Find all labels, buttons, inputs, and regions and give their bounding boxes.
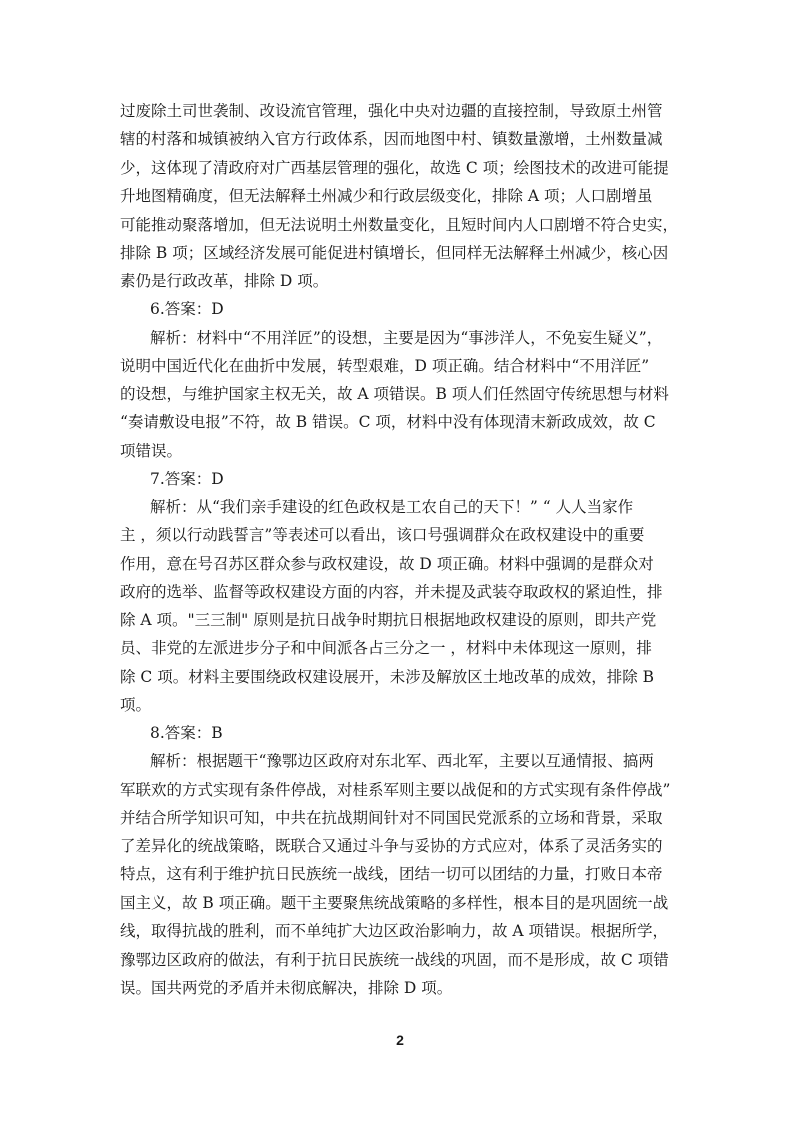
analysis-line: 项错误。 <box>120 441 183 460</box>
text-line: 少，这体现了清政府对广西基层管理的强化，故选 C 项；绘图技术的改进可能提 <box>120 158 669 177</box>
analysis-line: 解析：从“我们亲手建设的红色政权是工农自己的天下！” “ 人人当家作 <box>150 497 634 516</box>
analysis-line: 员、非党的左派进步分子和中间派各占三分之一 ，材料中未体现这一原则，排 <box>120 639 652 658</box>
page-number: 2 <box>396 1032 404 1048</box>
analysis-line: 的设想，与维护国家主权无关，故 A 项错误。B 项人们任然固守传统思想与材料 <box>120 384 669 403</box>
text-line: 排除 B 项；区域经济发展可能促进村镇增长，但同样无法解释土州减少，核心因 <box>120 243 669 262</box>
analysis-line: 了差异化的统战策略，既联合又通过斗争与妥协的方式应对，体系了灵活务实的 <box>120 837 663 856</box>
analysis-line: 误。国共两党的矛盾并未彻底解决，排除 D 项。 <box>120 978 453 997</box>
analysis-line: 特点，这有利于维护抗日民族统一战线，团结一切可以团结的力量，打败日本帝 <box>120 865 663 884</box>
analysis-line: 解析：根据题干“豫鄂边区政府对东北军、西北军，主要以互通情报、搞两 <box>150 752 654 771</box>
text-line: 可能推动聚落增加，但无法说明土州数量变化，且短时间内人口剧增不符合史实， <box>120 215 679 234</box>
analysis-line: 项。 <box>120 696 152 715</box>
analysis-line: 政府的选举、监督等政权建设方面的内容，并未提及武装夺取政权的紧迫性，排 <box>120 582 663 601</box>
text-line: 过废除土司世袭制、改设流官管理，强化中央对边疆的直接控制，导致原土州管 <box>120 102 663 121</box>
analysis-line: “奏请敷设电报”不符，故 B 错误。C 项，材料中没有体现清末新政成效，故 C <box>120 412 656 431</box>
analysis-line: 国主义，故 B 项正确。题干主要聚焦统战策略的多样性，根本目的是巩固统一战 <box>120 894 669 913</box>
analysis-line: 豫鄂边区政府的做法，有利于抗日民族统一战线的巩固，而不是形成，故 C 项错 <box>120 950 669 969</box>
analysis-line: 除 C 项。材料主要围绕政权建设展开，未涉及解放区土地改革的成效，排除 B <box>120 668 655 687</box>
text-line: 升地图精确度，但无法解释土州减少和行政层级变化，排除 A 项；人口剧增虽 <box>120 186 653 205</box>
analysis-line: 说明中国近代化在曲折中发展，转型艰难，D 项正确。结合材料中“不用洋匠” <box>120 356 650 375</box>
text-line: 素仍是行政改革，排除 D 项。 <box>120 271 329 290</box>
text-line: 辖的村落和城镇被纳入官方行政体系，因而地图中村、镇数量激增，土州数量减 <box>120 130 663 149</box>
answer-heading: 6.答案：D <box>150 299 224 318</box>
analysis-line: 线，取得抗战的胜利，而不单纯扩大边区政治影响力，故 A 项错误。根据所学， <box>120 922 669 941</box>
analysis-line: 并结合所学知识可知，中共在抗战期间针对不同国民党派系的立场和背景，采取 <box>120 809 663 828</box>
analysis-line: 除 A 项。"三三制" 原则是抗日战争时期抗日根据地政权建设的原则，即共产党 <box>120 611 657 629</box>
analysis-line: 军联欢的方式实现有条件停战，对桂系军则主要以战促和的方式实现有条件停战” <box>120 781 671 800</box>
answer-heading: 8.答案：B <box>150 724 223 743</box>
analysis-line: 解析：材料中“不用洋匠”的设想，主要是因为“事涉洋人，不免妄生疑义”， <box>150 328 663 347</box>
answer-heading: 7.答案：D <box>150 469 224 488</box>
analysis-line: 作用，意在号召苏区群众参与政权建设，故 D 项正确。材料中强调的是群众对 <box>120 554 654 573</box>
analysis-line: 主 ，须以行动践誓言”等表述可以看出，该口号强调群众在政权建设中的重要 <box>120 525 645 544</box>
